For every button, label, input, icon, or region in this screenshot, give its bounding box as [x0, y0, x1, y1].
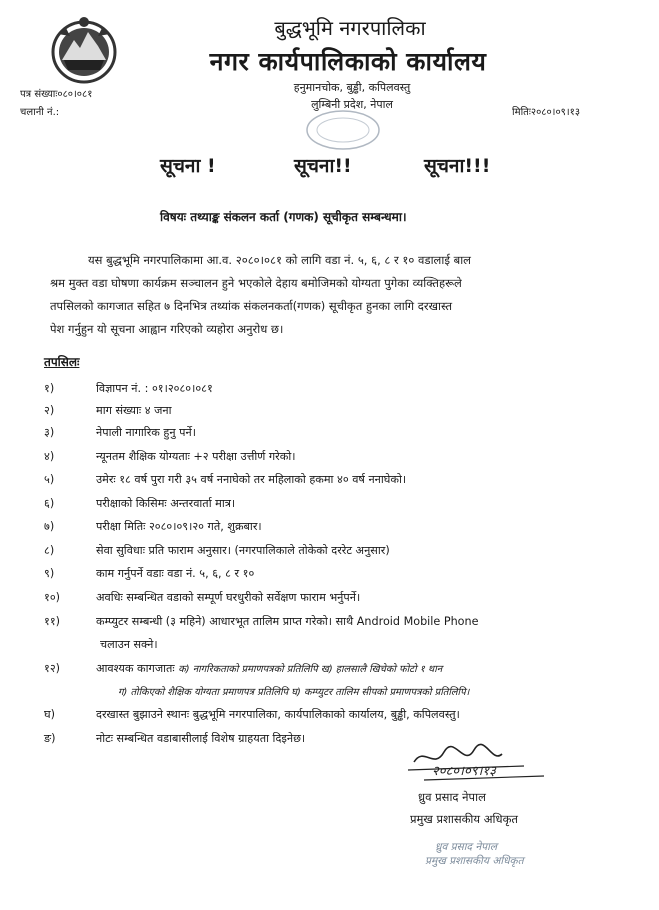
item-number: ११) — [44, 615, 60, 628]
body-line: पेश गर्नुहुन यो सूचना आह्वान गरिएको व्यहोरा अनुरोध छ। — [50, 322, 284, 336]
list-item — [44, 614, 478, 629]
address-line-1: हनुमानचोक, बुड्ढी, कपिलवस्तु — [293, 81, 411, 94]
item-number: १०) — [44, 591, 60, 604]
list-item — [44, 566, 254, 581]
signatory-title: प्रमुख प्रशासकीय अधिकृत — [410, 812, 518, 826]
item-text: काम गर्नुपर्ने वडाः वडा नं. ५, ६, ८ र १० — [96, 567, 255, 580]
item-number: घ) — [44, 708, 55, 721]
item-number: ४) — [44, 450, 55, 463]
item-number: ७) — [44, 520, 55, 533]
item-text: आवश्यक कागजातः — [96, 662, 175, 675]
item-text: नेपाली नागारिक हुनु पर्ने। — [96, 426, 196, 439]
municipality-logo-icon — [48, 14, 120, 86]
list-item — [44, 425, 196, 440]
notice-heading-3: सूचना!!! — [424, 155, 491, 177]
item-number: ९) — [44, 567, 55, 580]
office-stamp-icon — [304, 108, 382, 152]
list-item — [44, 472, 406, 487]
item-text: माग संख्याः ४ जना — [96, 404, 172, 417]
required-docs-line-1: क) नागरिकताको प्रमाणपत्रको प्रतिलिपि ख) हालसालै खिचेको फोटो १ थान — [178, 664, 443, 675]
list-item — [44, 381, 213, 396]
body-line: श्रम मुक्त वडा घोषणा कार्यक्रम सञ्चालन हुने भएकोले देहाय बमोजिमको योग्यता पुगेका व्यक्तिहरूले — [50, 276, 462, 290]
item-number: १) — [44, 382, 55, 395]
handwritten-signature-icon — [404, 740, 554, 788]
svg-text:२०८०।०९।१३: २०८०।०९।१३ — [432, 764, 496, 779]
item-number: २) — [44, 404, 55, 417]
item-number: १२) — [44, 662, 60, 675]
letter-number: पत्र संख्याः०८०।०८१ — [20, 89, 93, 100]
dispatch-number: चलानी नं.: — [20, 107, 60, 118]
item-text: उमेरः १८ वर्ष पुरा गरी ३५ वर्ष ननाघेको तर महिलाको हकमा ४० वर्ष ननाघेको। — [96, 473, 407, 486]
subject-line: विषयः तथ्याङ्क संकलन कर्ता (गणक) सूचीकृत सम्बन्धमा। — [160, 210, 407, 224]
stamp-signatory-name: ध्रुव प्रसाद नेपाल — [435, 841, 497, 853]
notice-heading-2: सूचना!! — [294, 155, 352, 177]
list-item — [44, 403, 172, 418]
stamp-signatory-title: प्रमुख प्रशासकीय अधिकृत — [425, 855, 524, 867]
body-paragraph — [50, 249, 593, 341]
item-text: परीक्षा मितिः २०८०।०९।२० गते, शुक्रबार। — [96, 520, 262, 533]
list-item — [44, 543, 390, 558]
notice-heading-1: सूचना ! — [160, 155, 216, 177]
required-docs-line-2: ग) तोकिएको शैक्षिक योग्यता प्रमाणपत्र प्रतिलिपि घ) कम्प्युटर तालिम सीपको प्रमाणपत्रको प्रतिलिपि। — [118, 687, 470, 698]
address-line-2: लुम्बिनी प्रदेश, नेपाल — [311, 98, 393, 111]
body-line: यस बुद्धभूमि नगरपालिकामा आ.व. २०८०।०८१ को लागि वडा नं. ५, ६, ८ र १० वडालाई बाल — [88, 253, 471, 267]
item-text: कम्प्युटर सम्बन्धी (३ महिने) आधारभूत तालिम प्राप्त गरेको। साथै Android Mobile Phone — [96, 615, 479, 628]
item-number: ङ) — [44, 732, 56, 745]
item-text: सेवा सुविधाः प्रति फाराम अनुसार। (नगरपालिकाले तोकेको दररेट अनुसार) — [96, 544, 390, 557]
item-number: ३) — [44, 426, 55, 439]
item-continuation: चलाउन सक्ने। — [100, 638, 158, 651]
item-text: दरखास्त बुझाउने स्थानः बुद्धभूमि नगरपालिका, कार्यपालिकाको कार्यालय, बुड्ढी, कपिलवस्तु। — [96, 708, 460, 721]
item-text: न्यूनतम शैक्षिक योग्यताः +२ परीक्षा उत्तीर्ण गरेको। — [96, 450, 296, 463]
office-name: नगर कार्यपालिकाको कार्यालय — [209, 47, 487, 76]
list-item — [44, 731, 305, 746]
item-number: ५) — [44, 473, 55, 486]
list-item — [44, 707, 460, 722]
signatory-name: ध्रुव प्रसाद नेपाल — [418, 790, 486, 804]
item-number: ८) — [44, 544, 55, 557]
letter-date: मितिः२०८०।०९।१३ — [512, 107, 581, 118]
list-item — [44, 590, 360, 605]
item-text: नोटः सम्बन्धित वडाबासीलाई विशेष ग्राहयता दिइनेछ। — [96, 732, 306, 745]
list-item — [44, 519, 262, 534]
org-name: बुद्धभूमि नगरपालिका — [274, 16, 426, 40]
details-heading: तपसिलः — [44, 355, 80, 369]
list-item — [44, 496, 235, 511]
item-text: परीक्षाको किसिमः अन्तरवार्ता मात्र। — [96, 497, 236, 510]
list-item — [44, 449, 295, 464]
item-text: अवधिः सम्बन्धित वडाको सम्पूर्ण घरधुरीको सर्वेक्षण फाराम भर्नुपर्ने। — [96, 591, 361, 604]
body-line: तपसिलको कागजात सहित ७ दिनभित्र तथ्यांक संकलनकर्ता(गणक) सूचीकृत हुनका लागि दरखास्त — [50, 299, 453, 313]
list-item — [44, 661, 442, 676]
item-number: ६) — [44, 497, 55, 510]
item-text: विज्ञापन नं. : ०१।२०८०।०८१ — [96, 382, 213, 395]
